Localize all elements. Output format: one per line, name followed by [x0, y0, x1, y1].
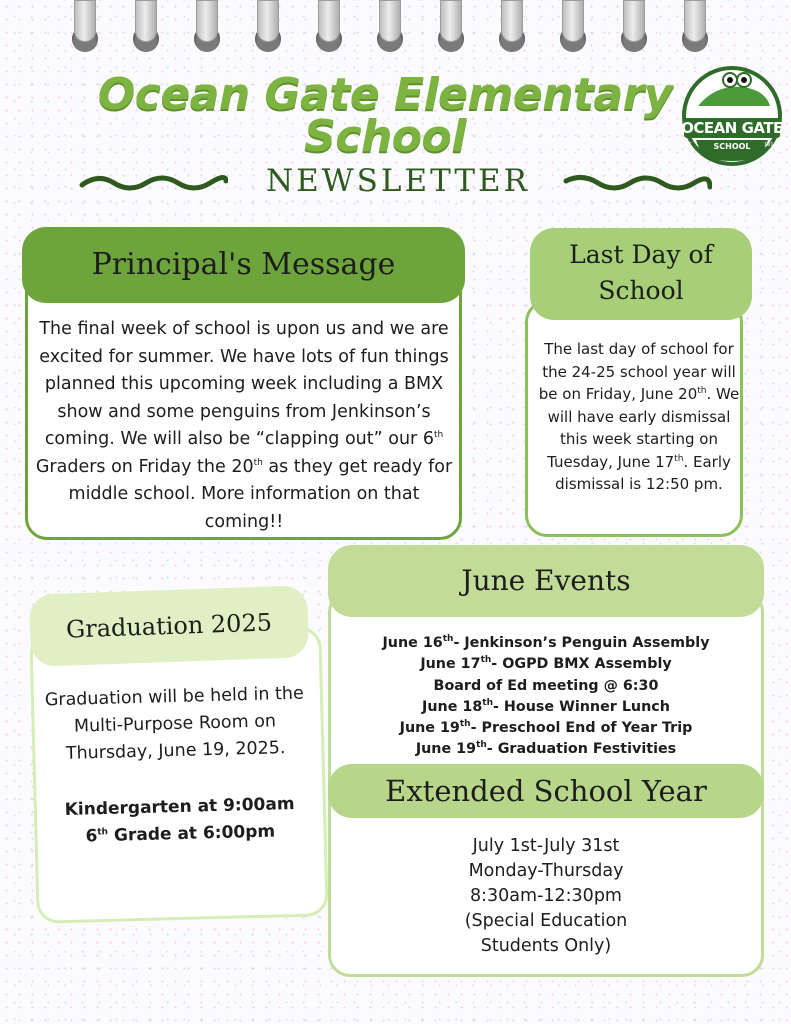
binding-ring	[74, 0, 96, 42]
event-item: June 16th- Jenkinson’s Penguin Assembly	[382, 634, 710, 651]
principal-text-part: Graders on Friday the 20	[35, 456, 254, 477]
binding-ring	[684, 0, 706, 42]
kindergarten-time: Kindergarten at 9:00am	[64, 793, 295, 821]
event-item: June 18th- House Winner Lunch	[422, 698, 670, 715]
binding-ring	[196, 0, 218, 42]
last-day-heading	[530, 228, 752, 320]
school-name-line1: Ocean Gate Elementary	[97, 69, 673, 120]
june-events-heading: June Events	[328, 545, 764, 617]
last-day-text-part: . Early dismissal is 12:50 pm.	[555, 452, 731, 493]
event-item: June 19th- Preschool End of Year Trip	[399, 719, 693, 737]
principal-message-text	[32, 316, 456, 536]
last-day-text	[535, 338, 743, 496]
logo-year: 1914	[764, 142, 777, 148]
event-item: June 17th- OGPD BMX Assembly	[420, 655, 672, 673]
newsletter-label: NEWSLETTER	[266, 163, 530, 199]
superscript: th	[697, 386, 707, 396]
event-item: Board of Ed meeting @ 6:30	[433, 677, 659, 694]
extended-line: 8:30am-12:30pm	[470, 886, 622, 906]
principal-text-part: The final week of school is upon us and we are excited for summer. We have lots of fun things planned this upcoming week including a BMX show and some penguins from Jenkinson’s coming. We will also be “clapping out” our 6	[39, 319, 449, 449]
principal-text-part: as they get ready for middle school. More information on that coming!!	[68, 456, 453, 532]
binding-ring	[623, 0, 645, 42]
graduation-panel	[29, 626, 328, 924]
binding-ring	[562, 0, 584, 42]
binding-ring	[135, 0, 157, 42]
superscript: th	[433, 430, 444, 441]
last-day-text-part: . We will have early dismissal this week starting on Tuesday, June 17	[547, 385, 740, 471]
extended-school-year-text	[340, 834, 752, 959]
extended-line: Students Only)	[480, 936, 612, 956]
june-events-list	[340, 633, 752, 761]
binding-ring	[501, 0, 523, 42]
logo-est: EST.	[682, 142, 693, 148]
alligator-mascot-icon	[678, 66, 786, 166]
extended-line: Monday-Thursday	[468, 861, 624, 881]
principal-message-heading: Principal's Message	[22, 227, 465, 303]
graduation-heading: Graduation 2025	[29, 585, 309, 667]
school-name-line2: School	[304, 111, 466, 162]
superscript: th	[253, 457, 263, 468]
sixth-num: 6	[85, 826, 98, 847]
last-day-heading-line2: School	[598, 276, 684, 305]
extended-line: July 1st-July 31st	[472, 836, 620, 856]
binding-ring	[440, 0, 462, 42]
school-logo	[678, 66, 786, 166]
wave-divider-right	[562, 171, 712, 195]
logo-name: OCEAN GATE	[681, 119, 783, 137]
graduation-times	[44, 790, 315, 851]
extended-line: (Special Education	[464, 911, 628, 931]
last-day-heading-line1: Last Day of	[569, 240, 713, 269]
extended-school-year-heading: Extended School Year	[328, 764, 764, 818]
sixth-rest: Grade at 6:00pm	[107, 821, 276, 846]
binding-ring	[379, 0, 401, 42]
binding-ring	[257, 0, 279, 42]
superscript: th	[674, 453, 684, 464]
graduation-text: Graduation will be held in the Multi-Purpose Room on Thursday, June 19, 2025.	[44, 683, 304, 764]
last-day-text-part: The last day of school for the 24-25 school year will be on Friday, June 20	[538, 340, 736, 403]
binding-ring	[318, 0, 340, 42]
newsletter-banner	[78, 163, 718, 203]
superscript: th	[97, 827, 109, 838]
event-item: June 19th- Graduation Festivities	[415, 740, 677, 758]
logo-sub: SCHOOL	[713, 142, 751, 151]
